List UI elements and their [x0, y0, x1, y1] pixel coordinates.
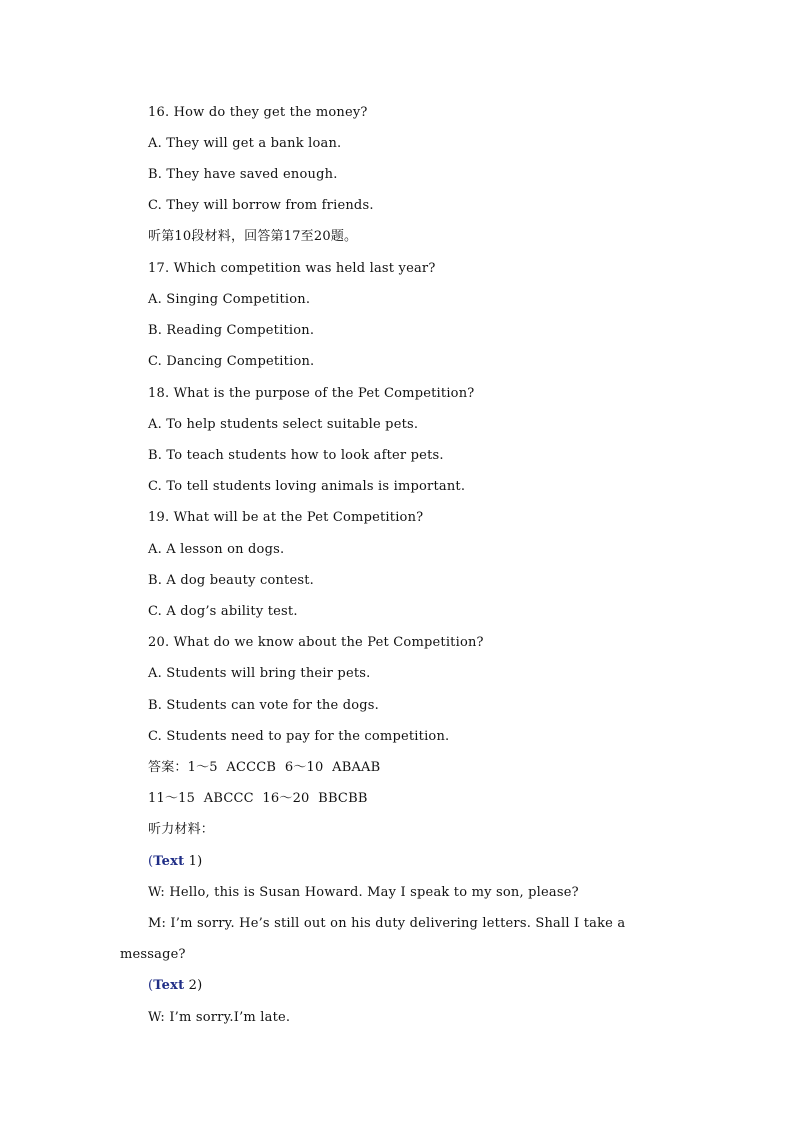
text-1-open-paren: (: [148, 854, 154, 869]
q16-option-b: B. They have saved enough.: [148, 167, 338, 182]
q18-question: 18. What is the purpose of the Pet Competition?: [148, 386, 475, 401]
text-1-man-line: M: I’m sorry. He’s still out on his duty delivering letters. Shall I take a: [148, 916, 626, 931]
q16-question: 16. How do they get the money?: [148, 105, 368, 120]
text-2-number: 2): [184, 978, 203, 993]
text-1-woman-line: W: Hello, this is Susan Howard. May I speak to my son, please?: [148, 885, 579, 900]
q19-question: 19. What will be at the Pet Competition?: [148, 510, 424, 525]
answer-key-line-1: 答案：1～5 ACCCB 6～10 ABAAB: [148, 760, 381, 775]
transcript-heading: 听力材料：: [148, 822, 215, 837]
q17-option-a: A. Singing Competition.: [148, 292, 311, 307]
text-1-label-word: Text: [153, 854, 185, 869]
q18-option-b: B. To teach students how to look after pets.: [148, 448, 444, 463]
q17-question: 17. Which competition was held last year?: [148, 261, 436, 276]
q18-option-a: A. To help students select suitable pets.: [148, 417, 419, 432]
q16-option-c: C. They will borrow from friends.: [148, 198, 374, 213]
q20-question: 20. What do we know about the Pet Competition?: [148, 635, 484, 650]
q17-option-b: B. Reading Competition.: [148, 323, 315, 338]
q19-option-c: C. A dog’s ability test.: [148, 604, 298, 619]
text-2-open-paren: (: [148, 978, 154, 993]
answer-key-line-2: 11～15 ABCCC 16～20 BBCBB: [148, 791, 368, 806]
text-1-man-line-continued: message?: [120, 947, 186, 962]
q18-option-c: C. To tell students loving animals is important.: [148, 479, 466, 494]
q17-option-c: C. Dancing Competition.: [148, 354, 315, 369]
q20-option-c: C. Students need to pay for the competition.: [148, 729, 450, 744]
q20-option-b: B. Students can vote for the dogs.: [148, 698, 379, 713]
text-2-woman-line: W: I’m sorry.I’m late.: [148, 1010, 291, 1025]
q19-option-a: A. A lesson on dogs.: [148, 542, 285, 557]
section-10-instruction: 听第10段材料，回答第17至20题。: [148, 229, 358, 244]
q19-option-b: B. A dog beauty contest.: [148, 573, 315, 588]
text-1-number: 1): [184, 854, 203, 869]
text-2-label: [148, 978, 202, 994]
q16-option-a: A. They will get a bank loan.: [148, 136, 342, 151]
text-2-label-word: Text: [153, 978, 185, 993]
q20-option-a: A. Students will bring their pets.: [148, 666, 371, 681]
text-1-label: [148, 854, 202, 870]
